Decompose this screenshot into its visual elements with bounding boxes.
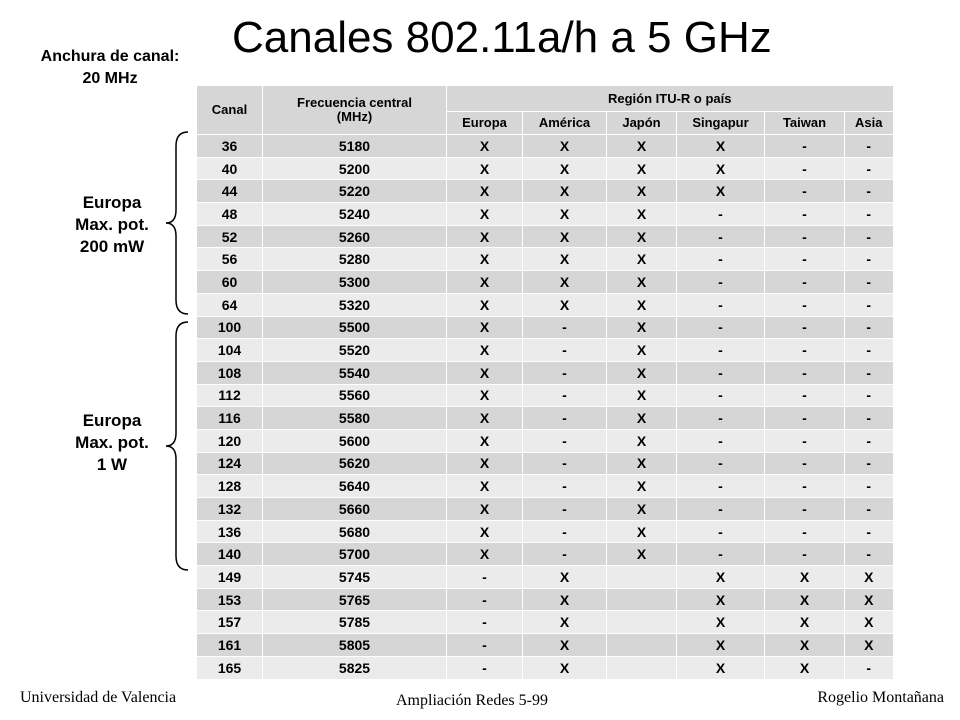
table-row: [197, 611, 893, 634]
availability-cell: X: [607, 225, 677, 248]
frequency-cell: 5620: [263, 452, 447, 475]
table-row: [197, 203, 893, 226]
frequency-cell: 5240: [263, 203, 447, 226]
availability-cell: X: [607, 135, 677, 158]
availability-cell: -: [677, 225, 765, 248]
availability-cell: X: [447, 293, 523, 316]
channel-width-value: 20 MHz: [82, 70, 138, 87]
header-frequency-label: Frecuencia central: [297, 95, 412, 110]
availability-cell: X: [677, 611, 765, 634]
header-channel: Canal: [197, 86, 263, 135]
availability-cell: X: [447, 180, 523, 203]
header-region-2: Japón: [607, 112, 677, 135]
availability-cell: X: [447, 429, 523, 452]
frequency-cell: 5600: [263, 429, 447, 452]
frequency-cell: 5805: [263, 634, 447, 657]
slide-title: Canales 802.11a/h a 5 GHz: [232, 13, 772, 62]
table-row: [197, 498, 893, 521]
availability-cell: X: [677, 180, 765, 203]
availability-cell: -: [677, 475, 765, 498]
channel-cell: 44: [197, 180, 263, 203]
table-row: [197, 248, 893, 271]
availability-cell: -: [677, 293, 765, 316]
availability-cell: -: [677, 543, 765, 566]
channel-width-note: [20, 46, 200, 90]
availability-cell: X: [447, 543, 523, 566]
availability-cell: -: [447, 611, 523, 634]
availability-cell: -: [677, 498, 765, 521]
availability-cell: -: [677, 316, 765, 339]
availability-cell: -: [677, 384, 765, 407]
availability-cell: X: [447, 225, 523, 248]
availability-cell: -: [845, 180, 893, 203]
availability-cell: X: [607, 293, 677, 316]
availability-cell: -: [523, 475, 607, 498]
availability-cell: X: [447, 135, 523, 158]
availability-cell: X: [447, 520, 523, 543]
availability-cell: -: [845, 384, 893, 407]
availability-cell: X: [607, 520, 677, 543]
channel-cell: 112: [197, 384, 263, 407]
availability-cell: X: [765, 588, 845, 611]
channel-cell: 100: [197, 316, 263, 339]
availability-cell: -: [523, 316, 607, 339]
availability-cell: X: [607, 543, 677, 566]
availability-cell: X: [607, 248, 677, 271]
table-row: [197, 407, 893, 430]
channel-cell: 36: [197, 135, 263, 158]
frequency-cell: 5580: [263, 407, 447, 430]
channel-cell: 161: [197, 634, 263, 657]
availability-cell: X: [523, 611, 607, 634]
availability-cell: -: [765, 543, 845, 566]
availability-cell: -: [845, 135, 893, 158]
channel-table: [196, 86, 893, 679]
frequency-cell: 5640: [263, 475, 447, 498]
availability-cell: X: [607, 429, 677, 452]
availability-cell: -: [677, 339, 765, 362]
availability-cell: -: [523, 407, 607, 430]
group-note-power-label: Max. pot.: [75, 433, 149, 452]
availability-cell: X: [523, 157, 607, 180]
availability-cell: X: [447, 361, 523, 384]
availability-cell: -: [765, 498, 845, 521]
availability-cell: -: [765, 180, 845, 203]
availability-cell: X: [447, 452, 523, 475]
table-row: [197, 588, 893, 611]
availability-cell: -: [765, 293, 845, 316]
availability-cell: [607, 656, 677, 679]
channel-cell: 165: [197, 656, 263, 679]
availability-cell: X: [607, 407, 677, 430]
channel-cell: 60: [197, 271, 263, 294]
header-frequency-unit: (MHz): [336, 109, 373, 124]
frequency-cell: 5180: [263, 135, 447, 158]
availability-cell: -: [677, 271, 765, 294]
table-row: [197, 361, 893, 384]
availability-cell: -: [765, 271, 845, 294]
availability-cell: X: [523, 588, 607, 611]
availability-cell: X: [677, 566, 765, 589]
frequency-cell: 5660: [263, 498, 447, 521]
availability-cell: X: [447, 203, 523, 226]
availability-cell: X: [845, 566, 893, 589]
availability-cell: X: [677, 135, 765, 158]
table-row: [197, 452, 893, 475]
group-note-region: Europa: [82, 411, 142, 430]
availability-cell: [607, 611, 677, 634]
availability-cell: -: [845, 271, 893, 294]
group-note-power-value: 1 W: [96, 455, 128, 474]
availability-cell: X: [607, 339, 677, 362]
availability-cell: X: [447, 339, 523, 362]
availability-cell: -: [765, 429, 845, 452]
availability-cell: -: [765, 361, 845, 384]
availability-cell: -: [845, 203, 893, 226]
availability-cell: X: [523, 248, 607, 271]
header-region-4: Taiwan: [765, 112, 845, 135]
channel-cell: 132: [197, 498, 263, 521]
availability-cell: -: [677, 429, 765, 452]
availability-cell: -: [765, 339, 845, 362]
channel-cell: 48: [197, 203, 263, 226]
availability-cell: X: [447, 316, 523, 339]
frequency-cell: 5785: [263, 611, 447, 634]
availability-cell: X: [765, 566, 845, 589]
availability-cell: X: [523, 293, 607, 316]
header-region-1: América: [523, 112, 607, 135]
group-note-power-value: 200 mW: [79, 237, 145, 256]
availability-cell: X: [607, 475, 677, 498]
availability-cell: [607, 634, 677, 657]
availability-cell: X: [523, 566, 607, 589]
table-row: [197, 429, 893, 452]
availability-cell: X: [523, 271, 607, 294]
table-body: [197, 135, 893, 680]
brace-group-200mw: [162, 130, 192, 316]
availability-cell: X: [523, 180, 607, 203]
availability-cell: -: [523, 361, 607, 384]
availability-cell: -: [523, 520, 607, 543]
availability-cell: X: [677, 656, 765, 679]
frequency-cell: 5745: [263, 566, 447, 589]
availability-cell: X: [523, 225, 607, 248]
table-row: [197, 225, 893, 248]
frequency-cell: 5320: [263, 293, 447, 316]
availability-cell: [607, 566, 677, 589]
availability-cell: -: [845, 248, 893, 271]
availability-cell: -: [677, 520, 765, 543]
availability-cell: X: [447, 271, 523, 294]
availability-cell: -: [845, 429, 893, 452]
availability-cell: -: [765, 316, 845, 339]
footer-university: Universidad de Valencia: [20, 689, 177, 706]
frequency-cell: 5540: [263, 361, 447, 384]
frequency-cell: 5220: [263, 180, 447, 203]
availability-cell: X: [765, 634, 845, 657]
channel-cell: 108: [197, 361, 263, 384]
group-note-power-label: Max. pot.: [75, 215, 149, 234]
availability-cell: -: [765, 135, 845, 158]
availability-cell: -: [845, 543, 893, 566]
availability-cell: -: [845, 316, 893, 339]
group-note-200mw: [52, 192, 172, 258]
footer-course: Ampliación Redes 5-99: [396, 692, 548, 709]
availability-cell: X: [447, 475, 523, 498]
channel-cell: 128: [197, 475, 263, 498]
availability-cell: -: [845, 520, 893, 543]
availability-cell: X: [523, 634, 607, 657]
table-row: [197, 384, 893, 407]
availability-cell: -: [677, 361, 765, 384]
channel-cell: 52: [197, 225, 263, 248]
channel-cell: 116: [197, 407, 263, 430]
availability-cell: -: [845, 339, 893, 362]
header-region-5: Asia: [845, 112, 893, 135]
availability-cell: X: [523, 656, 607, 679]
table-row: [197, 656, 893, 679]
frequency-cell: 5520: [263, 339, 447, 362]
availability-cell: X: [607, 203, 677, 226]
table-row: [197, 157, 893, 180]
availability-cell: -: [765, 452, 845, 475]
frequency-cell: 5280: [263, 248, 447, 271]
availability-cell: -: [765, 157, 845, 180]
frequency-cell: 5500: [263, 316, 447, 339]
availability-cell: X: [845, 634, 893, 657]
availability-cell: -: [447, 656, 523, 679]
header-region-0: Europa: [447, 112, 523, 135]
availability-cell: -: [845, 293, 893, 316]
availability-cell: X: [607, 180, 677, 203]
availability-cell: X: [765, 611, 845, 634]
frequency-cell: 5680: [263, 520, 447, 543]
group-note-1w: [52, 410, 172, 476]
table-row: [197, 180, 893, 203]
availability-cell: -: [523, 498, 607, 521]
availability-cell: X: [447, 157, 523, 180]
availability-cell: -: [845, 656, 893, 679]
availability-cell: -: [845, 407, 893, 430]
brace-group-1w: [162, 320, 192, 572]
availability-cell: -: [765, 203, 845, 226]
channel-cell: 104: [197, 339, 263, 362]
channel-cell: 124: [197, 452, 263, 475]
availability-cell: X: [447, 407, 523, 430]
table-row: [197, 339, 893, 362]
channel-cell: 64: [197, 293, 263, 316]
availability-cell: -: [765, 520, 845, 543]
channel-cell: 40: [197, 157, 263, 180]
header-region-3: Singapur: [677, 112, 765, 135]
availability-cell: X: [607, 361, 677, 384]
availability-cell: -: [845, 361, 893, 384]
table-row: [197, 543, 893, 566]
availability-cell: -: [765, 407, 845, 430]
availability-cell: -: [523, 384, 607, 407]
availability-cell: -: [523, 543, 607, 566]
availability-cell: -: [523, 339, 607, 362]
table-row: [197, 634, 893, 657]
table-row: [197, 293, 893, 316]
availability-cell: X: [845, 611, 893, 634]
channel-cell: 149: [197, 566, 263, 589]
availability-cell: X: [677, 588, 765, 611]
frequency-cell: 5560: [263, 384, 447, 407]
availability-cell: -: [677, 248, 765, 271]
availability-cell: X: [607, 157, 677, 180]
availability-cell: -: [523, 429, 607, 452]
availability-cell: -: [677, 407, 765, 430]
group-note-region: Europa: [82, 193, 142, 212]
availability-cell: X: [607, 271, 677, 294]
availability-cell: -: [845, 157, 893, 180]
table-row: [197, 316, 893, 339]
table-row: [197, 135, 893, 158]
table-row: [197, 520, 893, 543]
availability-cell: X: [523, 203, 607, 226]
availability-cell: [607, 588, 677, 611]
channel-cell: 120: [197, 429, 263, 452]
channel-width-label: Anchura de canal:: [40, 48, 180, 65]
availability-cell: X: [447, 248, 523, 271]
availability-cell: -: [523, 452, 607, 475]
availability-cell: -: [845, 498, 893, 521]
availability-cell: -: [765, 225, 845, 248]
footer-author: Rogelio Montañana: [817, 689, 944, 706]
channel-cell: 140: [197, 543, 263, 566]
availability-cell: -: [765, 248, 845, 271]
channel-cell: 153: [197, 588, 263, 611]
frequency-cell: 5765: [263, 588, 447, 611]
availability-cell: X: [607, 384, 677, 407]
availability-cell: -: [677, 452, 765, 475]
availability-cell: X: [447, 498, 523, 521]
channel-cell: 136: [197, 520, 263, 543]
frequency-cell: 5200: [263, 157, 447, 180]
availability-cell: -: [845, 475, 893, 498]
availability-cell: X: [765, 656, 845, 679]
availability-cell: -: [765, 384, 845, 407]
availability-cell: X: [845, 588, 893, 611]
frequency-cell: 5300: [263, 271, 447, 294]
table-row: [197, 475, 893, 498]
header-region: Región ITU-R o país: [447, 86, 893, 112]
channel-cell: 157: [197, 611, 263, 634]
table-row: [197, 271, 893, 294]
availability-cell: -: [447, 588, 523, 611]
availability-cell: -: [845, 225, 893, 248]
availability-cell: X: [607, 452, 677, 475]
availability-cell: X: [677, 157, 765, 180]
availability-cell: X: [607, 316, 677, 339]
availability-cell: -: [447, 566, 523, 589]
header-frequency: [263, 86, 447, 135]
availability-cell: X: [523, 135, 607, 158]
availability-cell: X: [447, 384, 523, 407]
availability-cell: -: [677, 203, 765, 226]
frequency-cell: 5700: [263, 543, 447, 566]
availability-cell: -: [447, 634, 523, 657]
availability-cell: X: [677, 634, 765, 657]
frequency-cell: 5260: [263, 225, 447, 248]
frequency-cell: 5825: [263, 656, 447, 679]
availability-cell: -: [845, 452, 893, 475]
table-row: [197, 566, 893, 589]
availability-cell: -: [765, 475, 845, 498]
channel-cell: 56: [197, 248, 263, 271]
availability-cell: X: [607, 498, 677, 521]
